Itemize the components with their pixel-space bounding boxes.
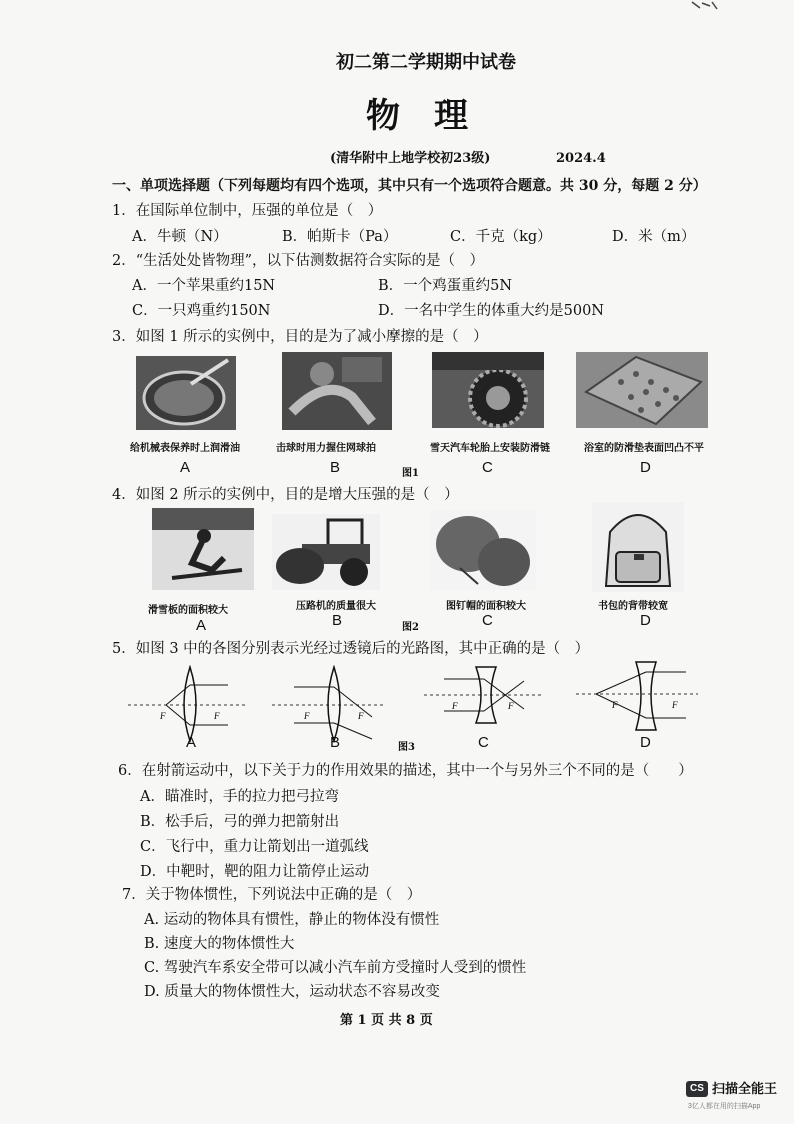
q5-letter-d: D bbox=[640, 734, 651, 751]
q3-caption-c: 雪天汽车轮胎上安装防滑链 bbox=[430, 443, 550, 454]
q7-option-c: C. 驾驶汽车系安全带可以减小汽车前方受撞时人受到的惯性 bbox=[144, 960, 527, 976]
page-number: 第 1 页 共 8 页 bbox=[340, 1013, 433, 1028]
q4-photo-road-roller bbox=[272, 514, 380, 590]
subject-title: 物 理 bbox=[366, 96, 468, 136]
q1-stem: 1．在国际单位制中，压强的单位是（ ） bbox=[112, 203, 383, 219]
q1-option-c: C．千克（kg） bbox=[450, 229, 552, 245]
corner-mark bbox=[690, 0, 720, 12]
q1-option-a: A．牛顿（N） bbox=[132, 229, 228, 245]
q5-letter-a: A bbox=[186, 734, 197, 751]
q6-option-b: B．松手后，弓的弹力把箭射出 bbox=[140, 814, 340, 830]
scanner-brand: 扫描全能王 bbox=[712, 1081, 778, 1096]
q3-photo-snow-chain-tire bbox=[432, 352, 544, 428]
q7-stem: 7．关于物体惯性，下列说法中正确的是（ ） bbox=[122, 887, 422, 903]
q5-figure-label: 图3 bbox=[398, 742, 415, 753]
q7-option-b: B. 速度大的物体惯性大 bbox=[144, 936, 295, 952]
q7-option-a: A. 运动的物体具有惯性，静止的物体没有惯性 bbox=[144, 912, 440, 928]
q3-stem: 3．如图 1 所示的实例中，目的是为了减小摩擦的是（ ） bbox=[112, 329, 488, 345]
exam-subtitle: 初二第二学期期中试卷 bbox=[336, 52, 516, 73]
q5-letter-b: B bbox=[330, 734, 341, 751]
q6-option-d: D．中靶时，靶的阻力让箭停止运动 bbox=[140, 864, 370, 880]
q5-diagram-c-concave-lens bbox=[424, 665, 544, 743]
q4-caption-b: 压路机的质量很大 bbox=[296, 601, 376, 612]
q2-stem: 2．“生活处处皆物理”，以下估测数据符合实际的是（ ） bbox=[112, 253, 485, 269]
q5-diagram-d-concave-lens bbox=[576, 660, 700, 740]
q5-a-focal-right: F bbox=[214, 711, 220, 721]
q3-letter-a: A bbox=[180, 459, 191, 476]
q3-figure-label: 图1 bbox=[402, 468, 419, 479]
q4-letter-d: D bbox=[640, 612, 651, 629]
q3-letter-c: C bbox=[482, 459, 493, 476]
q4-caption-a: 滑雪板的面积较大 bbox=[148, 605, 228, 616]
school-info: (清华附中上地学校初23级) bbox=[330, 151, 491, 166]
q5-letter-c: C bbox=[478, 734, 489, 751]
q3-photo-lubricating-watch bbox=[136, 356, 236, 430]
q6-option-a: A．瞄准时，手的拉力把弓拉弯 bbox=[140, 789, 339, 805]
q3-caption-b: 击球时用力握住网球拍 bbox=[276, 443, 376, 454]
q3-letter-b: B bbox=[330, 459, 341, 476]
q4-photo-backpack bbox=[592, 502, 684, 592]
q2-option-c: C．一只鸡重约150N bbox=[132, 303, 271, 319]
q5-stem: 5．如图 3 中的各图分别表示光经过透镜后的光路图，其中正确的是（ ） bbox=[112, 641, 590, 657]
q3-caption-a: 给机械表保养时上润滑油 bbox=[130, 443, 240, 454]
q4-letter-a: A bbox=[196, 617, 207, 634]
q5-d-focal-right: F bbox=[672, 700, 678, 710]
q3-caption-d: 浴室的防滑垫表面凹凸不平 bbox=[584, 443, 704, 454]
scanner-tagline: 3亿人都在用的扫描App bbox=[688, 1103, 761, 1110]
q4-letter-b: B bbox=[332, 612, 343, 629]
q7-option-d: D. 质量大的物体惯性大，运动状态不容易改变 bbox=[144, 984, 440, 1000]
q4-caption-c: 图钉帽的面积较大 bbox=[446, 601, 526, 612]
q1-option-b: B．帕斯卡（Pa） bbox=[282, 229, 398, 245]
q4-caption-d: 书包的背带较宽 bbox=[598, 601, 668, 612]
q6-stem: 6．在射箭运动中，以下关于力的作用效果的描述，其中一个与另外三个不同的是（ ） bbox=[118, 763, 693, 779]
q5-diagram-b-convex-lens bbox=[272, 665, 388, 743]
q1-option-d: D．米（m） bbox=[612, 229, 696, 245]
q2-option-d: D．一名中学生的体重大约是500N bbox=[378, 303, 604, 319]
exam-date: 2024.4 bbox=[556, 151, 606, 166]
scanner-logo-icon: CS bbox=[686, 1081, 708, 1097]
q4-stem: 4．如图 2 所示的实例中，目的是增大压强的是（ ） bbox=[112, 487, 459, 503]
q3-photo-tennis-grip bbox=[282, 352, 392, 430]
q3-photo-bath-mat bbox=[576, 352, 708, 428]
q4-photo-skier bbox=[152, 508, 254, 590]
q5-diagram-a-convex-lens bbox=[128, 665, 248, 743]
q5-b-focal-left: F bbox=[304, 711, 310, 721]
q6-option-c: C．飞行中，重力让箭划出一道弧线 bbox=[140, 839, 369, 855]
q5-c-focal-left: F bbox=[452, 701, 458, 711]
q5-c-focal-right: F bbox=[508, 701, 514, 711]
q5-d-focal-left: F bbox=[612, 700, 618, 710]
q2-option-a: A．一个苹果重约15N bbox=[132, 278, 276, 294]
q4-letter-c: C bbox=[482, 612, 493, 629]
q2-option-b: B．一个鸡蛋重约5N bbox=[378, 278, 513, 294]
q4-figure-label: 图2 bbox=[402, 622, 419, 633]
q3-letter-d: D bbox=[640, 459, 651, 476]
q5-b-focal-right: F bbox=[358, 711, 364, 721]
section-heading: 一、单项选择题（下列每题均有四个选项，其中只有一个选项符合题意。共 30 分，每题 2 分） bbox=[112, 178, 707, 194]
q4-photo-thumbtack bbox=[430, 510, 536, 590]
q5-a-focal-left: F bbox=[160, 711, 166, 721]
